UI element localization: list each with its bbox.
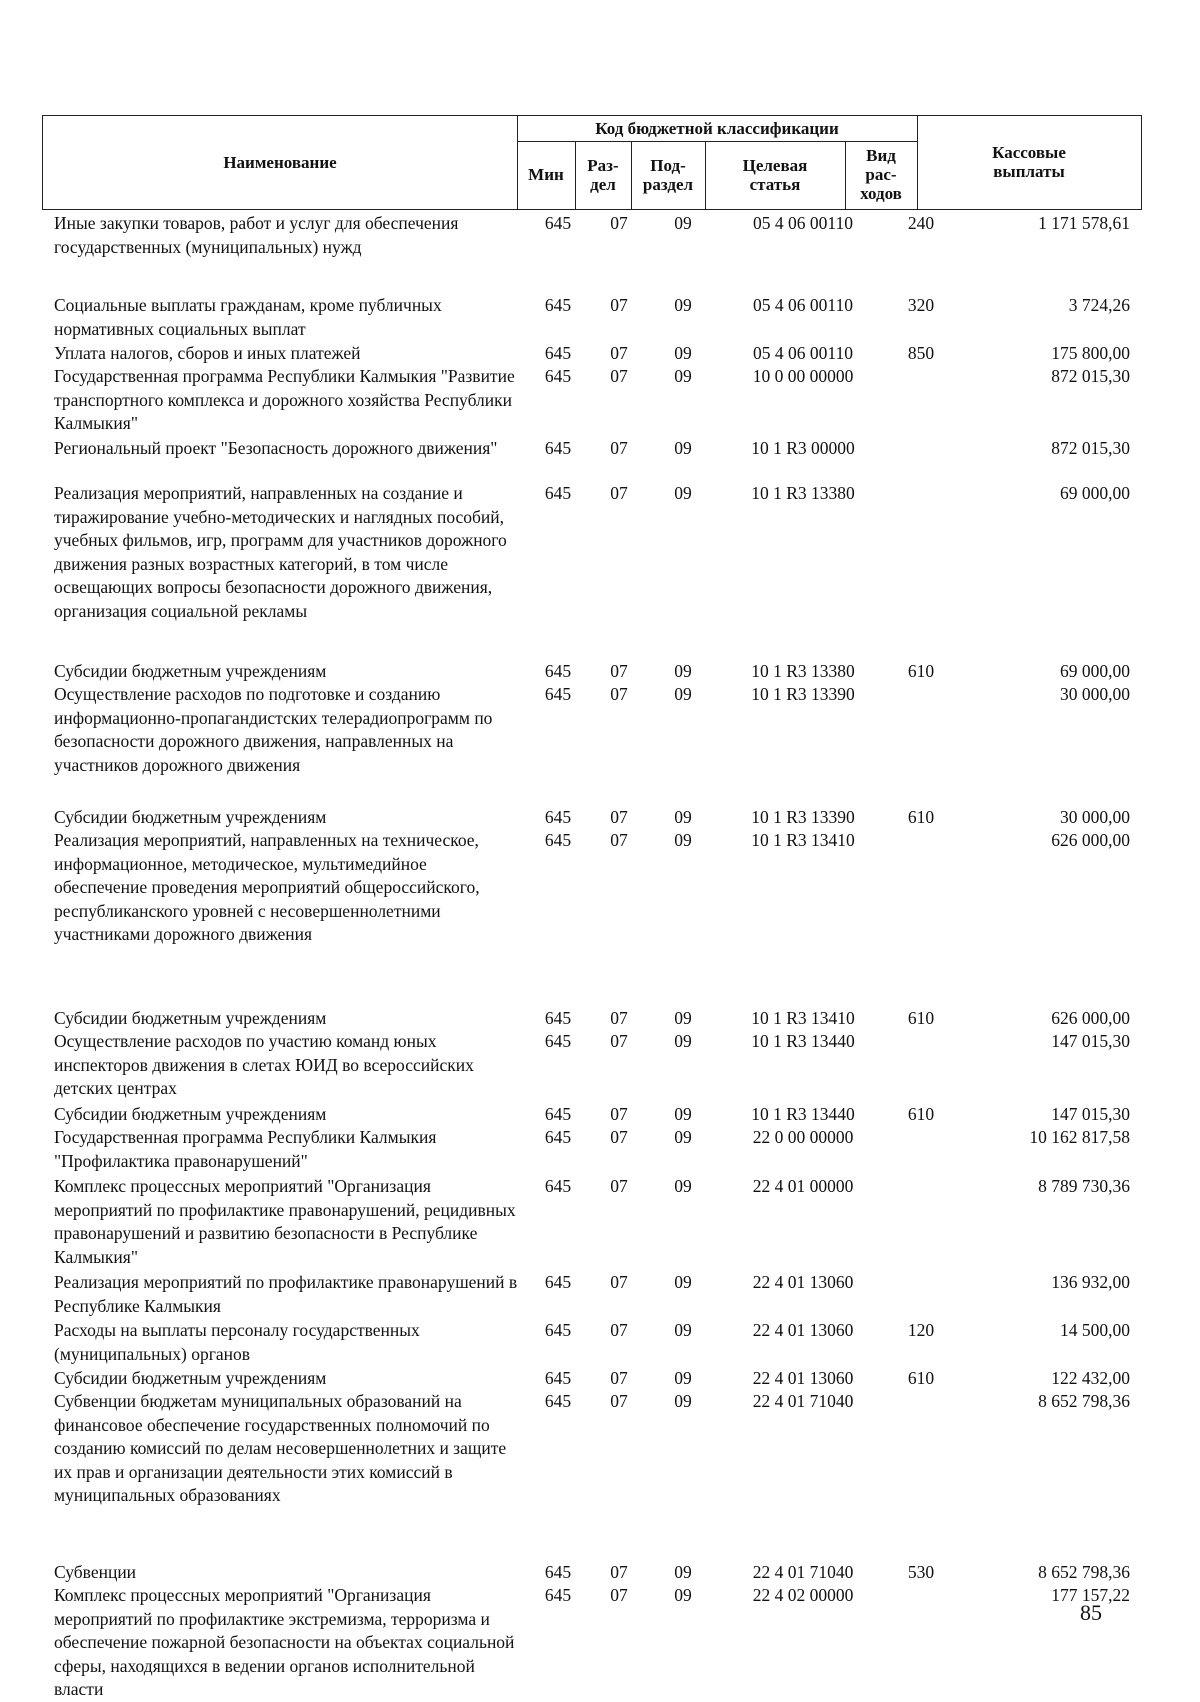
- cell-razdel: 07: [610, 1391, 628, 1411]
- cell-min: 645: [544, 483, 572, 503]
- cell-name: Субсидии бюджетным учреждениям: [54, 807, 327, 827]
- cell-name: Субсидии бюджетным учреждениям: [54, 1008, 327, 1028]
- cell-razdel: 07: [610, 483, 628, 503]
- cell-sum: 626 000,00: [1051, 830, 1130, 850]
- cell-celevaya: 10 1 R3 13390: [751, 684, 855, 704]
- cell-min: 645: [544, 1562, 572, 1582]
- cell-podrazdel: 09: [674, 684, 692, 704]
- cell-sum: 872 015,30: [1051, 366, 1130, 386]
- cell-celevaya: 22 4 01 13060: [752, 1368, 854, 1388]
- cell-sum: 30 000,00: [1060, 807, 1130, 827]
- cell-podrazdel: 09: [674, 1368, 692, 1388]
- cell-celevaya: 10 1 R3 13440: [751, 1104, 855, 1124]
- cell-min: 645: [544, 343, 572, 363]
- cell-min: 645: [544, 1031, 572, 1051]
- cell-name: Субсидии бюджетным учреждениям: [54, 1368, 327, 1388]
- header-celevaya: Целевая статья: [742, 155, 808, 194]
- cell-name: Реализация мероприятий по профилактике правонарушений в Республике Калмыкия: [54, 1272, 518, 1316]
- cell-podrazdel: 09: [674, 1031, 692, 1051]
- cell-min: 645: [544, 684, 572, 704]
- cell-sum: 626 000,00: [1051, 1008, 1130, 1028]
- cell-name: Государственная программа Республики Калмыкия "Профилактика правонарушений": [54, 1127, 437, 1171]
- cell-vid: 120: [907, 1320, 935, 1340]
- cell-podrazdel: 09: [674, 213, 692, 233]
- cell-sum: 872 015,30: [1051, 438, 1130, 458]
- cell-razdel: 07: [610, 1562, 628, 1582]
- cell-celevaya: 10 1 R3 13440: [751, 1031, 855, 1051]
- cell-min: 645: [544, 366, 572, 386]
- cell-podrazdel: 09: [674, 483, 692, 503]
- cell-sum: 69 000,00: [1060, 483, 1130, 503]
- cell-name: Расходы на выплаты персоналу государственных (муниципальных) органов: [54, 1320, 420, 1364]
- cell-podrazdel: 09: [674, 1127, 692, 1147]
- cell-sum: 177 157,22: [1051, 1585, 1130, 1605]
- cell-podrazdel: 09: [674, 807, 692, 827]
- cell-min: 645: [544, 295, 572, 315]
- cell-name: Государственная программа Республики Калмыкия "Развитие транспортного комплекса и дорожного хозяйства Республики Калмыкия": [54, 366, 515, 433]
- header-kassa: Кассовые выплаты: [992, 143, 1066, 181]
- cell-name: Субсидии бюджетным учреждениям: [54, 1104, 327, 1124]
- cell-celevaya: 10 1 R3 13410: [751, 1008, 855, 1028]
- cell-min: 645: [544, 1008, 572, 1028]
- cell-min: 645: [544, 213, 572, 233]
- cell-sum: 10 162 817,58: [1029, 1127, 1130, 1147]
- cell-celevaya: 22 4 01 71040: [752, 1562, 854, 1582]
- cell-sum: 8 789 730,36: [1038, 1176, 1130, 1196]
- cell-sum: 136 932,00: [1051, 1272, 1130, 1292]
- cell-celevaya: 22 4 01 13060: [752, 1272, 854, 1292]
- cell-name: Социальные выплаты гражданам, кроме публичных нормативных социальных выплат: [54, 295, 442, 339]
- cell-podrazdel: 09: [674, 661, 692, 681]
- cell-vid: 850: [907, 343, 935, 363]
- cell-razdel: 07: [610, 1272, 628, 1292]
- cell-podrazdel: 09: [674, 1585, 692, 1605]
- cell-name: Субсидии бюджетным учреждениям: [54, 661, 327, 681]
- cell-min: 645: [544, 1368, 572, 1388]
- header-min: Мин: [528, 165, 564, 184]
- cell-celevaya: 22 4 02 00000: [752, 1585, 854, 1605]
- cell-celevaya: 22 4 01 13060: [752, 1320, 854, 1340]
- cell-podrazdel: 09: [674, 1104, 692, 1124]
- cell-celevaya: 10 1 R3 13380: [751, 661, 855, 681]
- cell-razdel: 07: [610, 295, 628, 315]
- cell-name: Осуществление расходов по подготовке и созданию информационно-пропагандистских телерадиопрограмм по безопасности дорожного движения, направленных на участников дорожного движения: [54, 684, 493, 775]
- cell-podrazdel: 09: [674, 1008, 692, 1028]
- cell-vid: 530: [907, 1562, 935, 1582]
- cell-razdel: 07: [610, 1104, 628, 1124]
- cell-podrazdel: 09: [674, 438, 692, 458]
- cell-razdel: 07: [610, 213, 628, 233]
- cell-podrazdel: 09: [674, 1391, 692, 1411]
- cell-vid: 610: [907, 1368, 935, 1388]
- header-vid: Вид рас- ходов: [860, 146, 902, 203]
- cell-razdel: 07: [610, 1127, 628, 1147]
- cell-celevaya: 22 0 00 00000: [752, 1127, 854, 1147]
- cell-celevaya: 10 1 R3 13380: [751, 483, 855, 503]
- cell-name: Осуществление расходов по участию команд юных инспекторов движения в слетах ЮИД во всероссийских детских центрах: [54, 1031, 474, 1098]
- cell-sum: 69 000,00: [1060, 661, 1130, 681]
- table-header: [42, 115, 1142, 210]
- cell-name: Комплекс процессных мероприятий "Организация мероприятий по профилактике экстремизма, терроризма и обеспечение пожарной безопасности на объектах социальной сферы, находящихся в ведении органов исполнительной власти: [54, 1585, 515, 1699]
- cell-min: 645: [544, 1391, 572, 1411]
- cell-celevaya: 22 4 01 00000: [752, 1176, 854, 1196]
- cell-sum: 30 000,00: [1060, 684, 1130, 704]
- cell-name: Региональный проект "Безопасность дорожного движения": [54, 438, 498, 458]
- cell-min: 645: [544, 1320, 572, 1340]
- cell-sum: 175 800,00: [1051, 343, 1130, 363]
- cell-razdel: 07: [610, 438, 628, 458]
- cell-razdel: 07: [610, 1585, 628, 1605]
- cell-razdel: 07: [610, 830, 628, 850]
- cell-podrazdel: 09: [674, 343, 692, 363]
- cell-razdel: 07: [610, 1368, 628, 1388]
- cell-sum: 14 500,00: [1060, 1320, 1130, 1340]
- cell-podrazdel: 09: [674, 366, 692, 386]
- cell-podrazdel: 09: [674, 830, 692, 850]
- cell-name: Уплата налогов, сборов и иных платежей: [54, 343, 361, 363]
- header-razdel: Раз- дел: [587, 155, 619, 194]
- cell-razdel: 07: [610, 343, 628, 363]
- cell-podrazdel: 09: [674, 1176, 692, 1196]
- cell-vid: 610: [907, 1008, 935, 1028]
- cell-razdel: 07: [610, 1031, 628, 1051]
- cell-name: Субвенции: [54, 1562, 137, 1582]
- cell-vid: 610: [907, 661, 935, 681]
- header-group: Код бюджетной классификации: [595, 119, 839, 138]
- header-name: Наименование: [223, 152, 337, 172]
- cell-min: 645: [544, 830, 572, 850]
- cell-min: 645: [544, 807, 572, 827]
- cell-name: Субвенции бюджетам муниципальных образований на финансовое обеспечение государственных полномочий по созданию комиссий по делам несовершеннолетних и защите их прав и организации деятельности этих комиссий в муниципальных образованиях: [54, 1391, 507, 1505]
- cell-sum: 122 432,00: [1051, 1368, 1130, 1388]
- cell-celevaya: 22 4 01 71040: [752, 1391, 854, 1411]
- cell-razdel: 07: [610, 1008, 628, 1028]
- cell-sum: 147 015,30: [1051, 1104, 1130, 1124]
- cell-min: 645: [544, 1127, 572, 1147]
- cell-razdel: 07: [610, 1320, 628, 1340]
- header-podrazdel: Под- раздел: [642, 155, 694, 194]
- cell-sum: 8 652 798,36: [1038, 1562, 1130, 1582]
- cell-min: 645: [544, 438, 572, 458]
- cell-podrazdel: 09: [674, 1562, 692, 1582]
- cell-celevaya: 05 4 06 00110: [753, 343, 853, 363]
- cell-celevaya: 10 1 R3 00000: [751, 438, 855, 458]
- cell-sum: 3 724,26: [1068, 295, 1130, 315]
- cell-celevaya: 05 4 06 00110: [753, 213, 853, 233]
- cell-podrazdel: 09: [674, 1272, 692, 1292]
- cell-vid: 610: [907, 807, 935, 827]
- cell-sum: 1 171 578,61: [1038, 213, 1130, 233]
- cell-celevaya: 10 1 R3 13410: [751, 830, 855, 850]
- cell-vid: 240: [907, 213, 935, 233]
- cell-sum: 8 652 798,36: [1038, 1391, 1130, 1411]
- cell-min: 645: [544, 661, 572, 681]
- cell-name: Иные закупки товаров, работ и услуг для обеспечения государственных (муниципальных) нужд: [54, 213, 459, 257]
- cell-celevaya: 05 4 06 00110: [753, 295, 853, 315]
- cell-razdel: 07: [610, 684, 628, 704]
- page-number: 85: [1080, 1600, 1102, 1625]
- cell-min: 645: [544, 1104, 572, 1124]
- cell-min: 645: [544, 1272, 572, 1292]
- cell-vid: 610: [907, 1104, 935, 1124]
- cell-sum: 147 015,30: [1051, 1031, 1130, 1051]
- cell-razdel: 07: [610, 661, 628, 681]
- cell-celevaya: 10 0 00 00000: [752, 366, 854, 386]
- cell-name: Реализация мероприятий, направленных на создание и тиражирование учебно-методических и наглядных пособий, учебных фильмов, игр, программ для участников дорожного движения разных возрастных категорий, в том числе освещающих вопросы безопасности дорожного движения, организация социальной рекламы: [54, 483, 507, 621]
- cell-name: Реализация мероприятий, направленных на техническое, информационное, методическое, мультимедийное обеспечение проведения мероприятий общероссийского, республиканского уровней с несовершеннолетними участниками дорожного движения: [54, 830, 480, 944]
- cell-celevaya: 10 1 R3 13390: [751, 807, 855, 827]
- cell-razdel: 07: [610, 1176, 628, 1196]
- cell-podrazdel: 09: [674, 1320, 692, 1340]
- cell-vid: 320: [907, 295, 935, 315]
- cell-razdel: 07: [610, 807, 628, 827]
- cell-razdel: 07: [610, 366, 628, 386]
- cell-min: 645: [544, 1585, 572, 1605]
- cell-podrazdel: 09: [674, 295, 692, 315]
- cell-min: 645: [544, 1176, 572, 1196]
- cell-name: Комплекс процессных мероприятий "Организация мероприятий по профилактике правонарушений, рецидивных правонарушений и развитию безопасности в Республике Калмыкия": [54, 1176, 516, 1267]
